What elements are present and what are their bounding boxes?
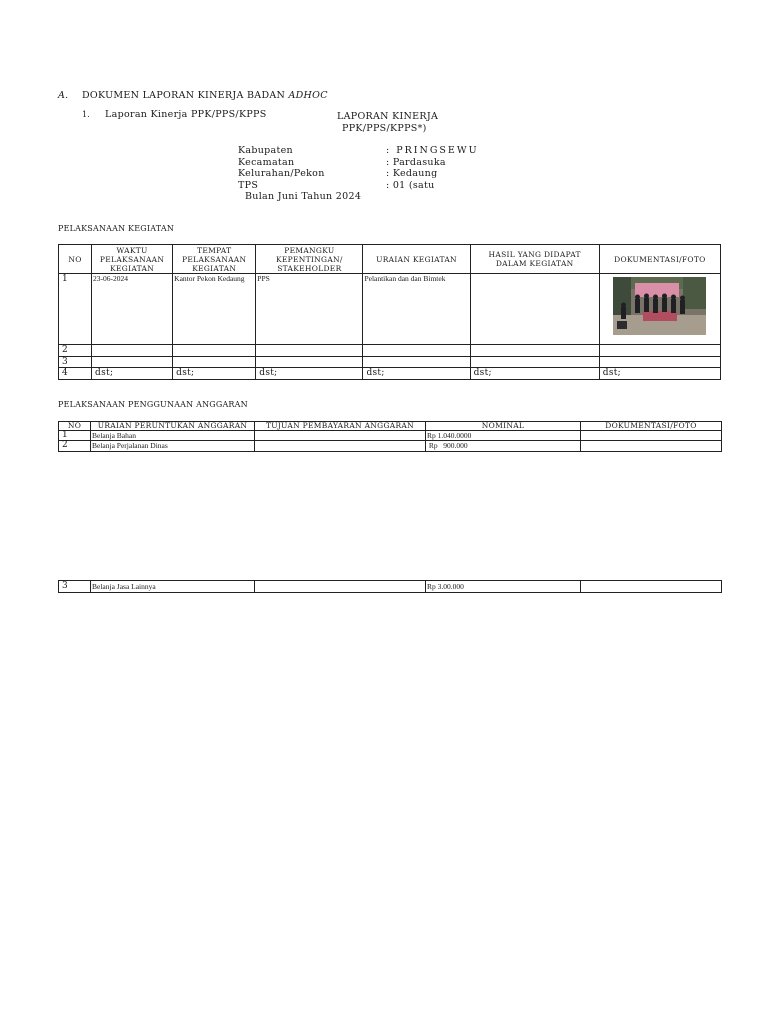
table-row bbox=[59, 368, 721, 380]
cell-waktu: dst; bbox=[92, 368, 173, 380]
cell-no: 2 bbox=[59, 345, 92, 357]
col-header-tujuan: TUJUAN PEMBAYARAN ANGGARAN bbox=[255, 422, 426, 431]
cell-no: 3 bbox=[59, 357, 92, 368]
report-title-line1: LAPORAN KINERJA bbox=[337, 111, 439, 122]
cell-hasil: dst; bbox=[470, 368, 599, 380]
cell-uraian: Pelantikan dan dan Bimtek bbox=[363, 274, 470, 345]
field-label-kabupaten: Kabupaten bbox=[238, 145, 293, 156]
cell-tempat bbox=[173, 345, 256, 357]
col-header-dokumentasi: DOKUMENTASI/FOTO bbox=[581, 422, 722, 431]
cell-uraian: Belanja Bahan bbox=[91, 431, 255, 441]
cell-hasil bbox=[470, 274, 599, 345]
report-period: Bulan Juni Tahun 2024 bbox=[245, 191, 362, 202]
cell-foto bbox=[599, 345, 720, 357]
field-label-kelurahan: Kelurahan/Pekon bbox=[238, 168, 325, 179]
field-value-tps: : 01 (satu bbox=[386, 180, 435, 191]
item-label: Laporan Kinerja PPK/PPS/KPPS bbox=[105, 109, 267, 120]
table-row bbox=[59, 345, 721, 357]
cell-tujuan bbox=[255, 581, 426, 593]
section-title: DOKUMEN LAPORAN KINERJA BADAN ADHOC bbox=[82, 90, 328, 101]
cell-no: 3 bbox=[59, 581, 91, 593]
cell-foto bbox=[581, 441, 722, 452]
col-header-no: NO bbox=[59, 245, 92, 274]
cell-no: 1 bbox=[59, 274, 92, 345]
cell-foto: dst; bbox=[599, 368, 720, 380]
cell-no: 2 bbox=[59, 441, 91, 452]
budget-header-row bbox=[59, 422, 722, 431]
activities-header-row bbox=[59, 245, 721, 274]
cell-tempat: dst; bbox=[173, 368, 256, 380]
col-header-dokumentasi: DOKUMENTASI/FOTO bbox=[599, 245, 720, 274]
col-header-nominal: NOMINAL bbox=[426, 422, 581, 431]
col-header-pemangku: PEMANGKU KEPENTINGAN/ STAKEHOLDER bbox=[256, 245, 363, 274]
col-header-uraian: URAIAN KEGIATAN bbox=[363, 245, 470, 274]
cell-hasil bbox=[470, 345, 599, 357]
cell-pemangku: PPS bbox=[256, 274, 363, 345]
cell-foto bbox=[581, 581, 722, 593]
cell-uraian bbox=[363, 345, 470, 357]
cell-foto bbox=[599, 357, 720, 368]
cell-no: 1 bbox=[59, 431, 91, 441]
field-value-kabupaten: : PRINGSEWU bbox=[386, 145, 479, 156]
cell-tempat: Kantor Pekon Kedaung bbox=[173, 274, 256, 345]
activities-heading: PELAKSANAAN KEGIATAN bbox=[58, 224, 175, 233]
cell-no: 4 bbox=[59, 368, 92, 380]
section-letter: A. bbox=[58, 90, 69, 101]
cell-tujuan bbox=[255, 441, 426, 452]
field-label-tps: TPS bbox=[238, 180, 259, 191]
cell-waktu bbox=[92, 357, 173, 368]
col-header-tempat: TEMPAT PELAKSANAAN KEGIATAN bbox=[173, 245, 256, 274]
report-title-line2: PPK/PPS/KPPS*) bbox=[342, 123, 427, 134]
item-number: 1. bbox=[82, 110, 91, 119]
field-label-kecamatan: Kecamatan bbox=[238, 157, 295, 168]
table-row bbox=[59, 431, 722, 441]
budget-table-row3 bbox=[58, 580, 722, 593]
cell-foto bbox=[581, 431, 722, 441]
cell-tempat bbox=[173, 357, 256, 368]
col-header-hasil: HASIL YANG DIDAPAT DALAM KEGIATAN bbox=[470, 245, 599, 274]
table-row bbox=[59, 581, 722, 593]
cell-nominal: Rp 3.00.000 bbox=[426, 581, 581, 593]
activity-photo bbox=[613, 277, 706, 335]
cell-nominal: Rp 900.000 bbox=[426, 441, 581, 452]
cell-pemangku bbox=[256, 357, 363, 368]
budget-table bbox=[58, 421, 722, 452]
cell-hasil bbox=[470, 357, 599, 368]
cell-pemangku: dst; bbox=[256, 368, 363, 380]
budget-heading: PELAKSANAAN PENGGUNAAN ANGGARAN bbox=[58, 400, 248, 409]
cell-uraian: Belanja Jasa Lainnya bbox=[91, 581, 255, 593]
cell-nominal: Rp 1.040.0000 bbox=[426, 431, 581, 441]
table-row bbox=[59, 357, 721, 368]
cell-waktu: 23-06-2024 bbox=[92, 274, 173, 345]
table-row bbox=[59, 441, 722, 452]
cell-uraian: Belanja Perjalanan Dinas bbox=[91, 441, 255, 452]
cell-waktu bbox=[92, 345, 173, 357]
col-header-waktu: WAKTU PELAKSANAAN KEGIATAN bbox=[92, 245, 173, 274]
field-value-kelurahan: : Kedaung bbox=[386, 168, 438, 179]
cell-uraian bbox=[363, 357, 470, 368]
cell-uraian: dst; bbox=[363, 368, 470, 380]
col-header-uraian-peruntukan: URAIAN PERUNTUKAN ANGGARAN bbox=[91, 422, 255, 431]
col-header-no: NO bbox=[59, 422, 91, 431]
cell-pemangku bbox=[256, 345, 363, 357]
cell-tujuan bbox=[255, 431, 426, 441]
field-value-kecamatan: : Pardasuka bbox=[386, 157, 446, 168]
